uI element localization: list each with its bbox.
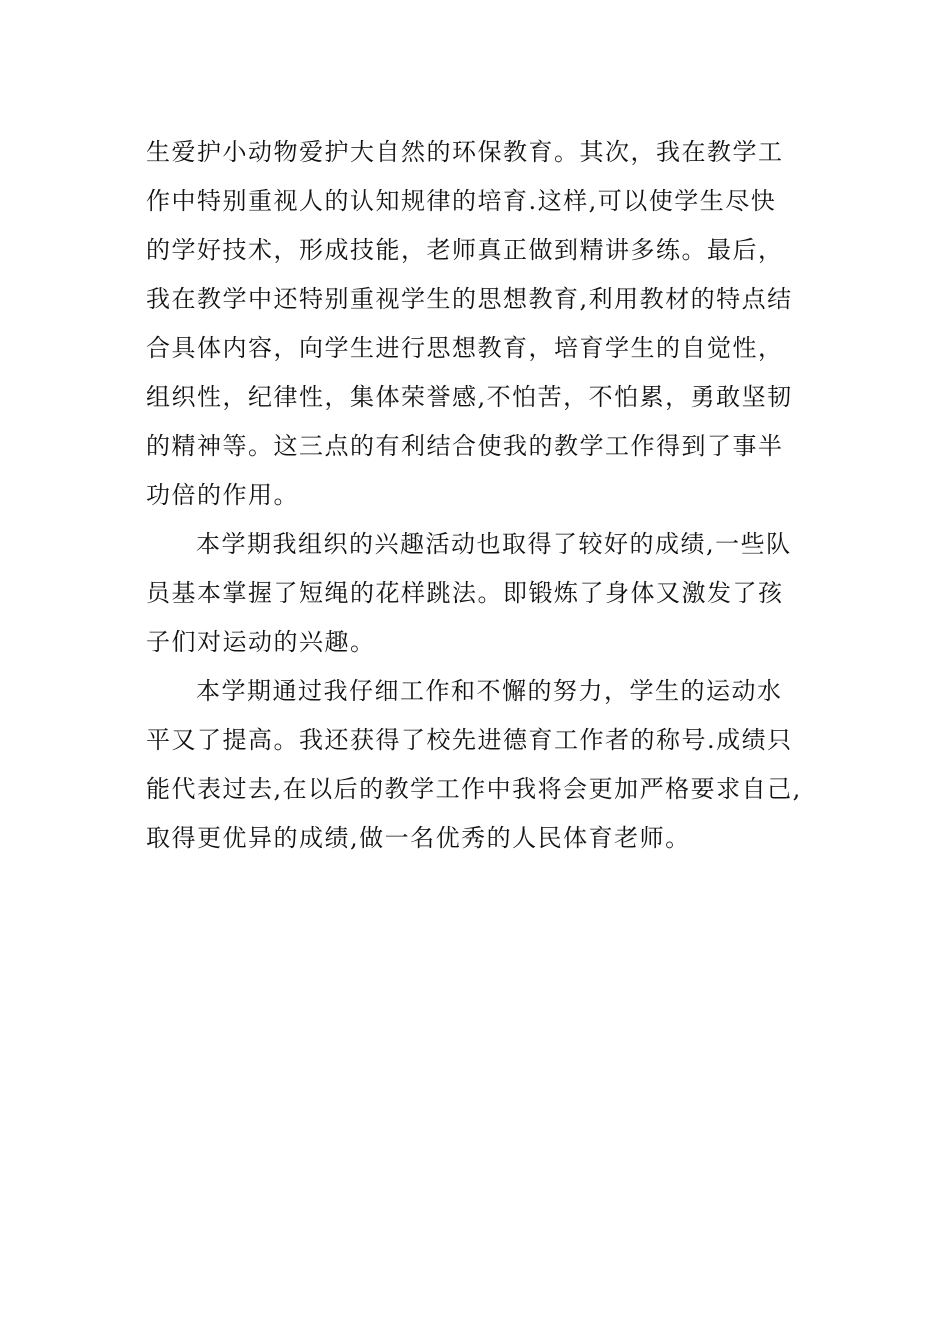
paragraph-start-line: 本学期通过我仔细工作和不懈的努力，学生的运动水 (196, 677, 783, 705)
document-body (146, 128, 846, 863)
text-line: 功倍的作用。 (146, 481, 299, 509)
text-line: 生爱护小动物爱护大自然的环保教育。其次，我在教学工 (146, 138, 784, 166)
text-line: 子们对运动的兴趣。 (146, 628, 376, 656)
text-line: 的精神等。这三点的有利结合使我的教学工作得到了事半 (146, 432, 784, 460)
text-line: 组织性，纪律性，集体荣誉感,不怕苦，不怕累，勇敢坚韧 (146, 383, 793, 411)
text-line: 取得更优异的成绩,做一名优秀的人民体育老师。 (146, 824, 691, 852)
text-line: 合具体内容，向学生进行思想教育，培育学生的自觉性， (146, 334, 784, 362)
text-line: 平又了提高。我还获得了校先进德育工作者的称号.成绩只 (146, 726, 793, 754)
text-line: 作中特别重视人的认知规律的培育.这样,可以使学生尽快 (146, 187, 777, 215)
text-line: 员基本掌握了短绳的花样跳法。即锻炼了身体又激发了孩 (146, 579, 784, 607)
text-line: 能代表过去,在以后的教学工作中我将会更加严格要求自己, (146, 775, 802, 803)
paragraph-start-line: 本学期我组织的兴趣活动也取得了较好的成绩,一些队 (196, 530, 792, 558)
text-line: 的学好技术，形成技能，老师真正做到精讲多练。最后， (146, 236, 784, 264)
text-line: 我在教学中还特别重视学生的思想教育,利用教材的特点结 (146, 285, 793, 313)
